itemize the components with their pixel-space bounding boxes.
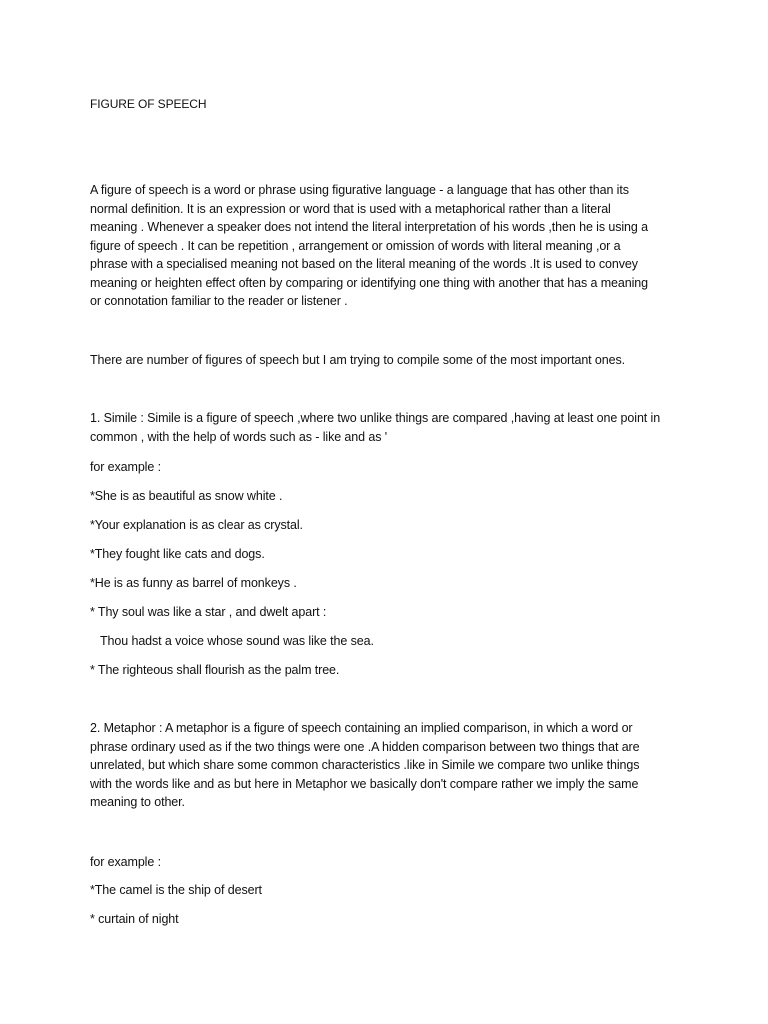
- metaphor-example-label: for example :: [90, 855, 161, 869]
- paragraph-line: 1. Simile : Simile is a figure of speech ,where two unlike things are compared ,having at least one point in: [90, 411, 661, 425]
- metaphor-example: *The camel is the ship of desert: [90, 883, 262, 897]
- document-title: FIGURE OF SPEECH: [90, 97, 207, 111]
- paragraph-line: phrase ordinary used as if the two things were one .A hidden comparison between two things that are: [90, 739, 640, 754]
- simile-example-label: for example :: [90, 460, 161, 474]
- simile-example-continuation: Thou hadst a voice whose sound was like the sea.: [100, 634, 374, 648]
- paragraph-line: meaning or heighten effect often by comparing or identifying one thing with another that has a meaning: [90, 275, 648, 290]
- metaphor-example: * curtain of night: [90, 912, 179, 926]
- simile-example: *They fought like cats and dogs.: [90, 547, 265, 561]
- paragraph-line: normal definition. It is an expression or word that is used with a metaphorical rather than a literal: [90, 201, 611, 216]
- paragraph-line: with the words like and as but here in Metaphor we basically don't compare rather we imply the same: [90, 776, 639, 791]
- paragraph-line: meaning . Whenever a speaker does not intend the literal interpretation of his words ,then he is using a: [90, 220, 648, 234]
- paragraph-line: 2. Metaphor : A metaphor is a figure of speech containing an implied comparison, in which a word or: [90, 721, 633, 735]
- paragraph-line: phrase with a specialised meaning not based on the literal meaning of the words .It is used to convey: [90, 257, 638, 271]
- simile-example: *He is as funny as barrel of monkeys .: [90, 576, 297, 590]
- paragraph-line: unrelated, but which share some common characteristics .like in Simile we compare two unlike things: [90, 758, 640, 772]
- simile-example: * The righteous shall flourish as the palm tree.: [90, 663, 340, 677]
- simile-definition: [90, 409, 660, 446]
- compile-paragraph: There are number of figures of speech but I am trying to compile some of the most important ones.: [90, 353, 626, 367]
- metaphor-definition: [90, 719, 639, 812]
- intro-paragraph: [90, 181, 648, 311]
- simile-example: * Thy soul was like a star , and dwelt apart :: [90, 605, 327, 619]
- paragraph-line: A figure of speech is a word or phrase using figurative language - a language that has other than its: [90, 183, 629, 197]
- simile-example: *Your explanation is as clear as crystal.: [90, 518, 303, 532]
- paragraph-line: meaning to other.: [90, 795, 185, 809]
- paragraph-line: or connotation familiar to the reader or listener .: [90, 294, 348, 308]
- paragraph-line: figure of speech . It can be repetition , arrangement or omission of words with literal meaning ,or a: [90, 238, 621, 253]
- simile-example: *She is as beautiful as snow white .: [90, 489, 283, 503]
- paragraph-line: common , with the help of words such as - like and as ': [90, 429, 388, 444]
